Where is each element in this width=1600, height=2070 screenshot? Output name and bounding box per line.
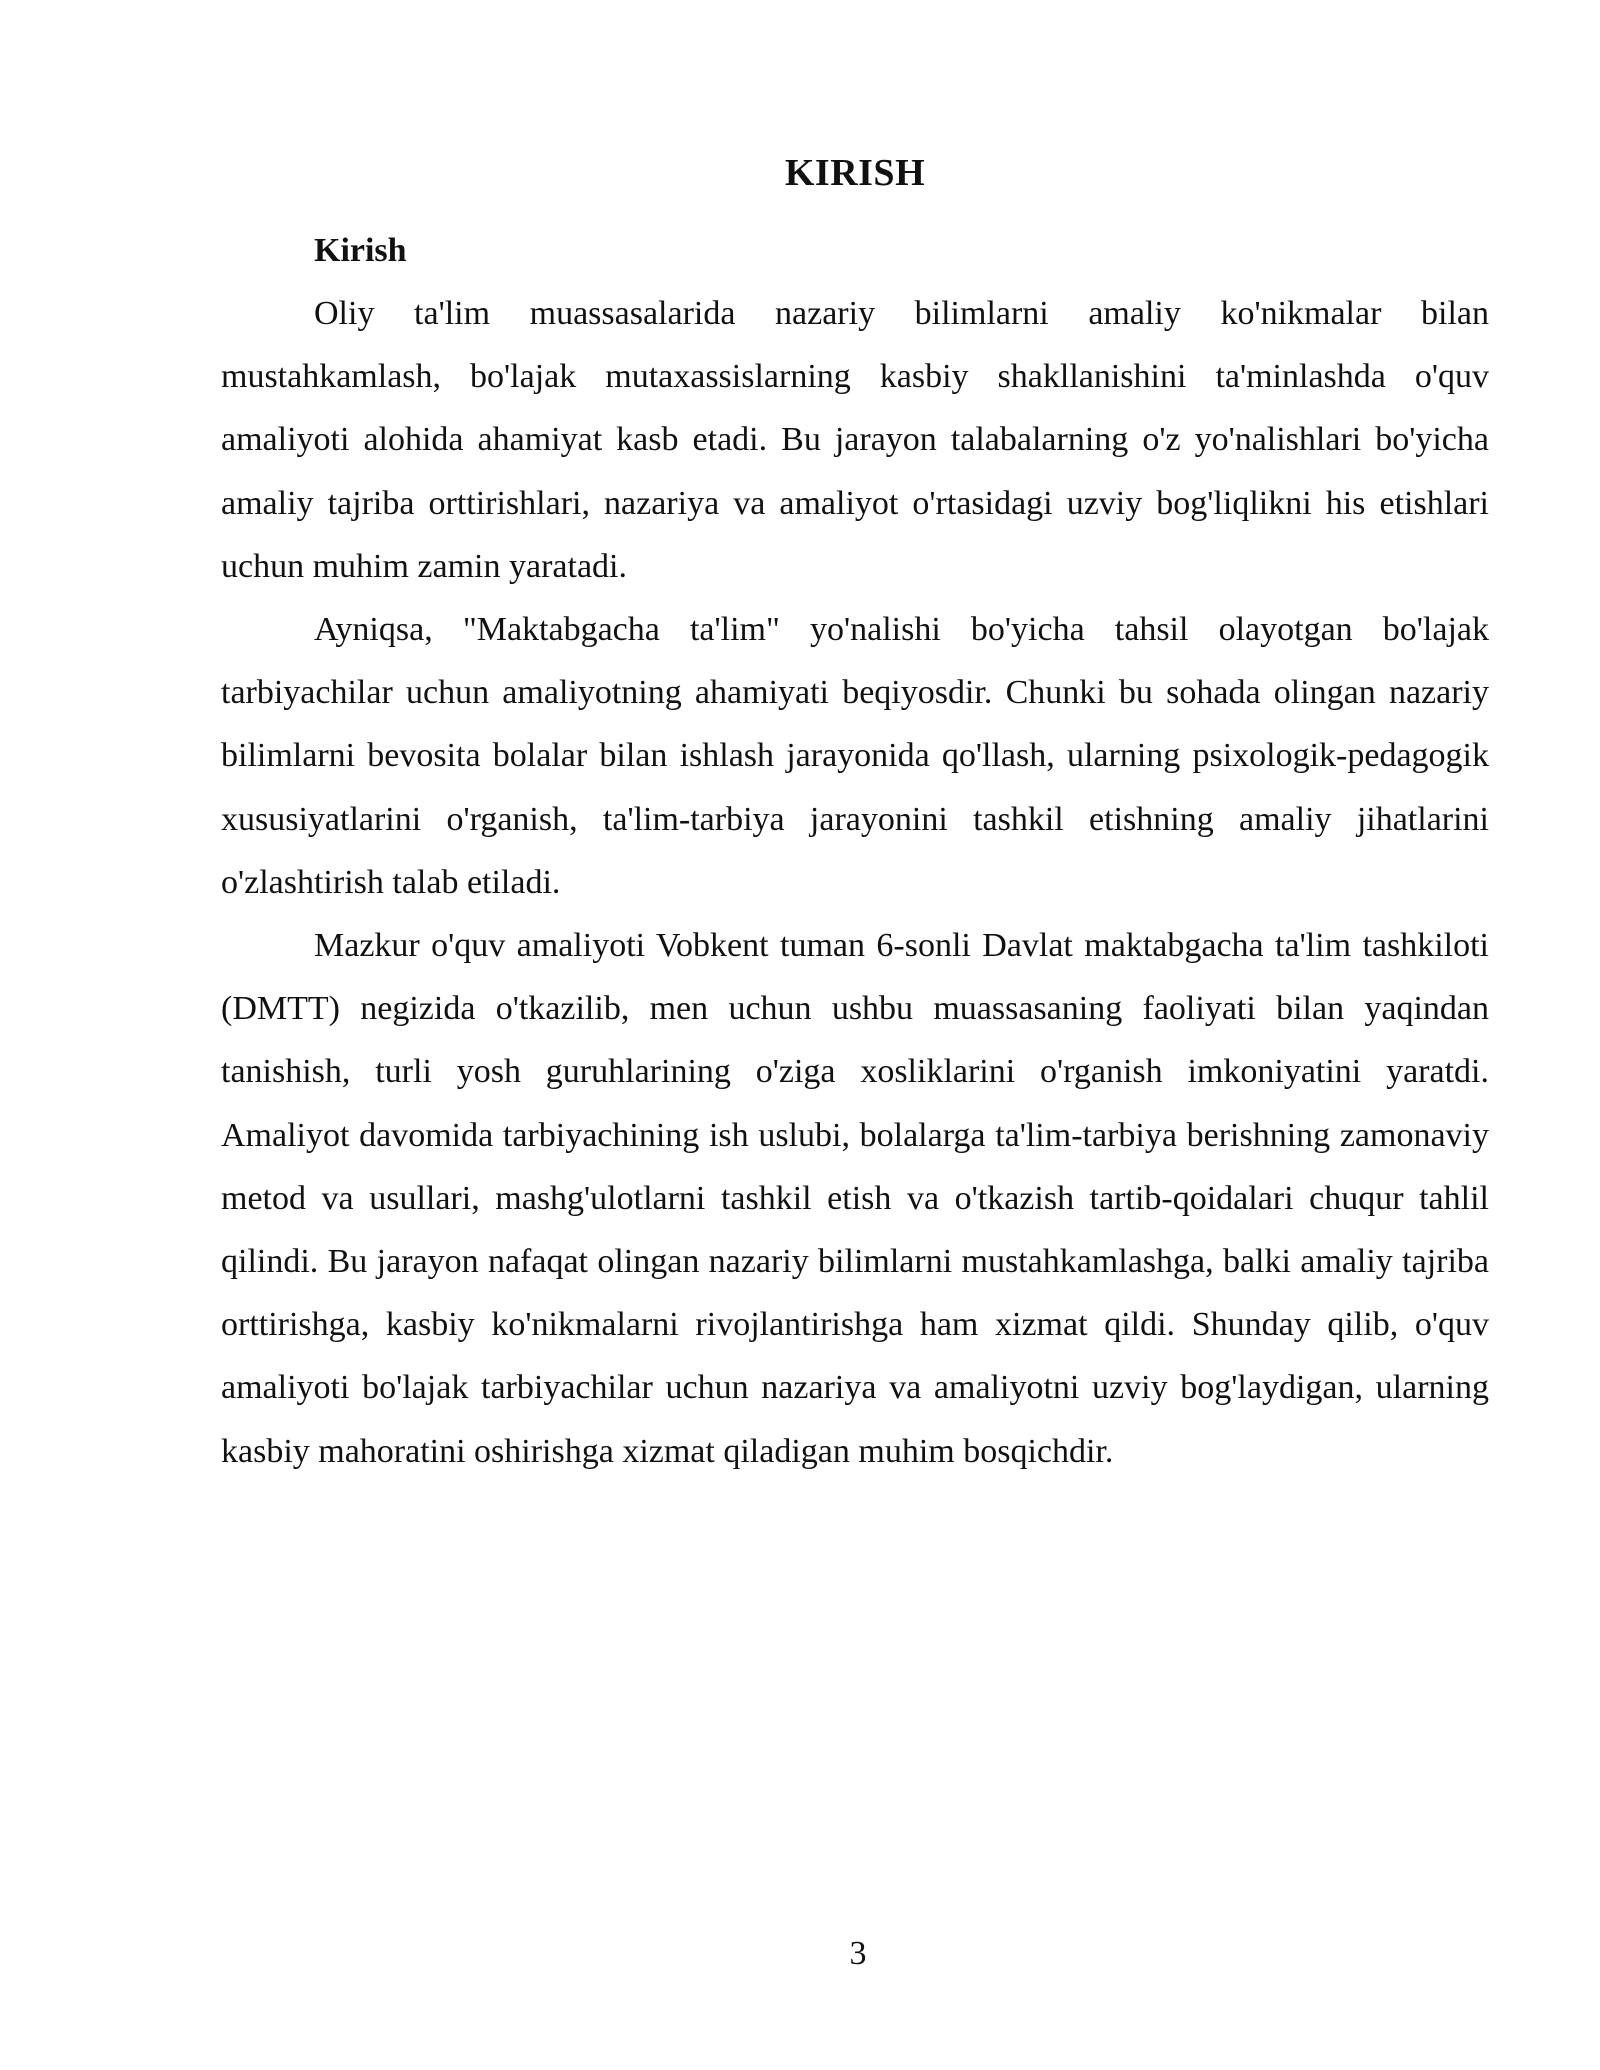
- paragraph-intro: Oliy ta'lim muassasalarida nazariy bilimlarni amaliy ko'nikmalar bilan mustahkamlash, bo'lajak mutaxassislarning kasbiy shakllanishini ta'minlashda o'quv amaliyoti alohida ahamiyat kasb etadi. Bu jarayon talabalarning o'z yo'nalishlari bo'yicha amaliy tajriba orttirishlari, nazariya va amaliyot o'rtasidagi uzviy bog'liqlikni his etishlari uchun muhim zamin yaratadi.: [221, 295, 1489, 585]
- page-number: 3: [849, 1935, 867, 1972]
- section-heading: Kirish: [314, 232, 407, 269]
- page-title: KIRISH: [784, 152, 926, 194]
- paragraph-practice-details: Mazkur o'quv amaliyoti Vobkent tuman 6-sonli Davlat maktabgacha ta'lim tashkiloti (DMTT) negizida o'tkazilib, men uchun ushbu muassasaning faoliyati bilan yaqindan tanishish, turli yosh guruhlarining o'ziga xosliklarini o'rganish imkoniyatini yaratdi. Amaliyot davomida tarbiyachining ish uslubi, bolalarga ta'lim-tarbiya berishning zamonaviy metod va usullari, mashg'ulotlarni tashkil etish va o'tkazish tartib-qoidalari chuqur tahlil qilindi. Bu jarayon nafaqat olingan nazariy bilimlarni mustahkamlashga, balki amaliy tajriba orttirishga, kasbiy ko'nikmalarni rivojlantirishga ham xizmat qildi. Shunday qilib, o'quv amaliyoti bo'lajak tarbiyachilar uchun nazariya va amaliyotni uzviy bog'laydigan, ularning kasbiy mahoratini oshirishga xizmat qiladigan muhim bosqichdir.: [221, 927, 1489, 1470]
- paragraph-preschool-importance: Ayniqsa, "Maktabgacha ta'lim" yo'nalishi bo'yicha tahsil olayotgan bo'lajak tarbiyachilar uchun amaliyotning ahamiyati beqiyosdir. Chunki bu sohada olingan nazariy bilimlarni bevosita bolalar bilan ishlash jarayonida qo'llash, ularning psixologik-pedagogik xususiyatlarini o'rganish, ta'lim-tarbiya jarayonini tashkil etishning amaliy jihatlarini o'zlashtirish talab etiladi.: [221, 611, 1489, 901]
- document-content: [221, 142, 1489, 1483]
